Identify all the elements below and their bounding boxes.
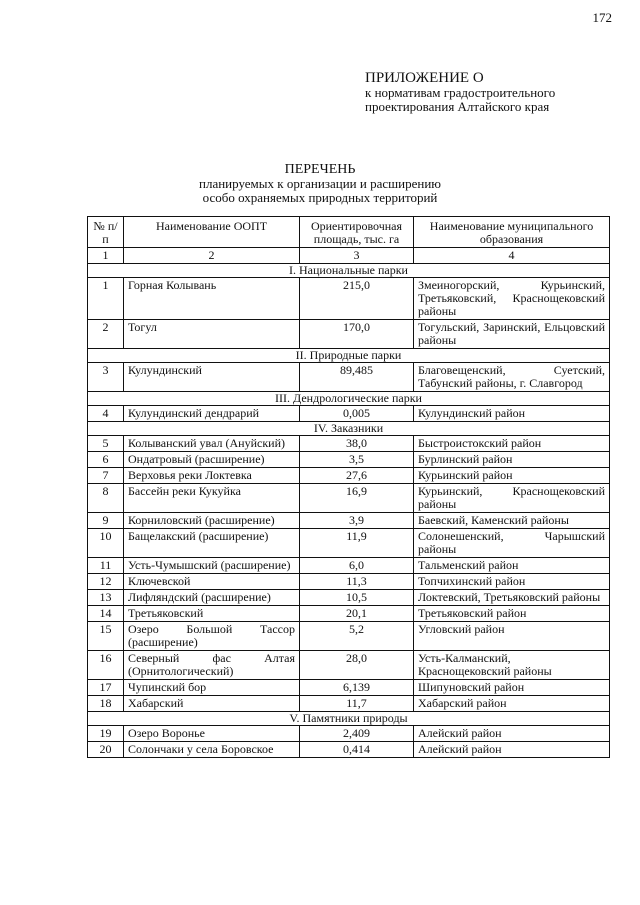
row-number: 16 — [88, 651, 124, 680]
row-number: 19 — [88, 726, 124, 742]
document-subtitle-2: особо охраняемых природных территорий — [202, 190, 438, 205]
oopt-name: Лифляндский (расширение) — [124, 590, 300, 606]
oopt-table-body — [88, 217, 610, 758]
municipality: Курьинский район — [414, 468, 610, 484]
oopt-area: 16,9 — [300, 484, 414, 513]
section-title: V. Памятники природы — [88, 712, 610, 726]
section-title: II. Природные парки — [88, 349, 610, 363]
municipality: Тальменский район — [414, 558, 610, 574]
table-row — [88, 696, 610, 712]
municipality: Баевский, Каменский районы — [414, 513, 610, 529]
row-number: 12 — [88, 574, 124, 590]
row-number: 6 — [88, 452, 124, 468]
table-header-row — [88, 217, 610, 248]
oopt-name: Озеро Воронье — [124, 726, 300, 742]
oopt-area: 89,485 — [300, 363, 414, 392]
header-name: Наименование ООПТ — [124, 217, 300, 248]
table-row — [88, 680, 610, 696]
municipality: Благовещенский, Суетский, Табунский районы, г. Славгород — [414, 363, 610, 392]
document-title: ПЕРЕЧЕНЬ — [284, 162, 356, 177]
municipality: Алейский район — [414, 742, 610, 758]
oopt-area: 215,0 — [300, 278, 414, 320]
document-subtitle-1: планируемых к организации и расширению — [199, 176, 441, 191]
oopt-name: Кулундинский — [124, 363, 300, 392]
oopt-name: Третьяковский — [124, 606, 300, 622]
municipality: Локтевский, Третьяковский районы — [414, 590, 610, 606]
header-number: № п/п — [88, 217, 124, 248]
oopt-name: Северный фас Алтая (Орнитологический) — [124, 651, 300, 680]
table-row — [88, 484, 610, 513]
table-row — [88, 406, 610, 422]
appendix-block — [365, 70, 625, 114]
oopt-area: 11,7 — [300, 696, 414, 712]
oopt-area: 2,409 — [300, 726, 414, 742]
table-row — [88, 363, 610, 392]
appendix-title: ПРИЛОЖЕНИЕ О — [365, 70, 484, 86]
oopt-area: 170,0 — [300, 320, 414, 349]
municipality: Солонешенский, Чарышский районы — [414, 529, 610, 558]
oopt-area: 10,5 — [300, 590, 414, 606]
oopt-area: 3,9 — [300, 513, 414, 529]
section-title: IV. Заказники — [88, 422, 610, 436]
table-row — [88, 468, 610, 484]
section-title: III. Дендрологические парки — [88, 392, 610, 406]
oopt-name: Верховья реки Локтевка — [124, 468, 300, 484]
section-row — [88, 392, 610, 406]
table-row — [88, 651, 610, 680]
table-row — [88, 436, 610, 452]
oopt-name: Бассейн реки Кукуйка — [124, 484, 300, 513]
row-number: 11 — [88, 558, 124, 574]
municipality: Алейский район — [414, 726, 610, 742]
oopt-name: Корниловский (расширение) — [124, 513, 300, 529]
table-row — [88, 558, 610, 574]
table-row — [88, 590, 610, 606]
appendix-line-1: к нормативам градостроительного — [365, 85, 556, 100]
oopt-area: 6,139 — [300, 680, 414, 696]
municipality: Хабарский район — [414, 696, 610, 712]
oopt-name: Озеро Большой Тассор (расширение) — [124, 622, 300, 651]
oopt-area: 27,6 — [300, 468, 414, 484]
oopt-name: Кулундинский дендрарий — [124, 406, 300, 422]
table-row — [88, 726, 610, 742]
table-row — [88, 742, 610, 758]
row-number: 8 — [88, 484, 124, 513]
oopt-area: 38,0 — [300, 436, 414, 452]
row-number: 1 — [88, 278, 124, 320]
oopt-area: 20,1 — [300, 606, 414, 622]
column-number: 3 — [300, 248, 414, 264]
table-row — [88, 622, 610, 651]
oopt-name: Бащелакский (расширение) — [124, 529, 300, 558]
municipality: Кулундинский район — [414, 406, 610, 422]
table-row — [88, 452, 610, 468]
municipality: Курьинский, Краснощековский районы — [414, 484, 610, 513]
row-number: 2 — [88, 320, 124, 349]
oopt-name: Ондатровый (расширение) — [124, 452, 300, 468]
oopt-area: 11,9 — [300, 529, 414, 558]
municipality: Тогульский, Заринский, Ельцовский районы — [414, 320, 610, 349]
oopt-area: 6,0 — [300, 558, 414, 574]
document-heading — [0, 162, 640, 205]
oopt-name: Чупинский бор — [124, 680, 300, 696]
row-number: 9 — [88, 513, 124, 529]
municipality: Топчихинский район — [414, 574, 610, 590]
municipality: Шипуновский район — [414, 680, 610, 696]
row-number: 17 — [88, 680, 124, 696]
oopt-name: Солончаки у села Боровское — [124, 742, 300, 758]
row-number: 15 — [88, 622, 124, 651]
header-area: Ориентировочная площадь, тыс. га — [300, 217, 414, 248]
section-row — [88, 712, 610, 726]
oopt-name: Горная Колывань — [124, 278, 300, 320]
municipality: Змеиногорский, Курьинский, Третьяковский, Краснощековский районы — [414, 278, 610, 320]
appendix-line-2: проектирования Алтайского края — [365, 99, 550, 114]
section-row — [88, 264, 610, 278]
page-number: 172 — [592, 10, 612, 25]
table-row — [88, 320, 610, 349]
row-number: 18 — [88, 696, 124, 712]
oopt-table — [87, 216, 610, 758]
municipality: Бурлинский район — [414, 452, 610, 468]
table-row — [88, 606, 610, 622]
oopt-name: Усть-Чумышский (расширение) — [124, 558, 300, 574]
oopt-name: Тогул — [124, 320, 300, 349]
row-number: 3 — [88, 363, 124, 392]
oopt-area: 3,5 — [300, 452, 414, 468]
header-municipality: Наименование муниципального образования — [414, 217, 610, 248]
municipality: Третьяковский район — [414, 606, 610, 622]
municipality: Быстроистокский район — [414, 436, 610, 452]
row-number: 14 — [88, 606, 124, 622]
municipality: Усть-Калманский, Краснощековский районы — [414, 651, 610, 680]
column-number: 1 — [88, 248, 124, 264]
oopt-area: 11,3 — [300, 574, 414, 590]
section-row — [88, 422, 610, 436]
oopt-name: Колыванский увал (Ануйский) — [124, 436, 300, 452]
oopt-area: 0,414 — [300, 742, 414, 758]
section-row — [88, 349, 610, 363]
column-number: 4 — [414, 248, 610, 264]
oopt-area: 28,0 — [300, 651, 414, 680]
oopt-name: Хабарский — [124, 696, 300, 712]
oopt-area: 5,2 — [300, 622, 414, 651]
row-number: 5 — [88, 436, 124, 452]
row-number: 4 — [88, 406, 124, 422]
column-number: 2 — [124, 248, 300, 264]
table-row — [88, 574, 610, 590]
municipality: Угловский район — [414, 622, 610, 651]
table-row — [88, 513, 610, 529]
column-numbers-row — [88, 248, 610, 264]
row-number: 20 — [88, 742, 124, 758]
oopt-name: Ключевской — [124, 574, 300, 590]
oopt-area: 0,005 — [300, 406, 414, 422]
row-number: 7 — [88, 468, 124, 484]
row-number: 13 — [88, 590, 124, 606]
table-row — [88, 278, 610, 320]
row-number: 10 — [88, 529, 124, 558]
table-row — [88, 529, 610, 558]
section-title: I. Национальные парки — [88, 264, 610, 278]
